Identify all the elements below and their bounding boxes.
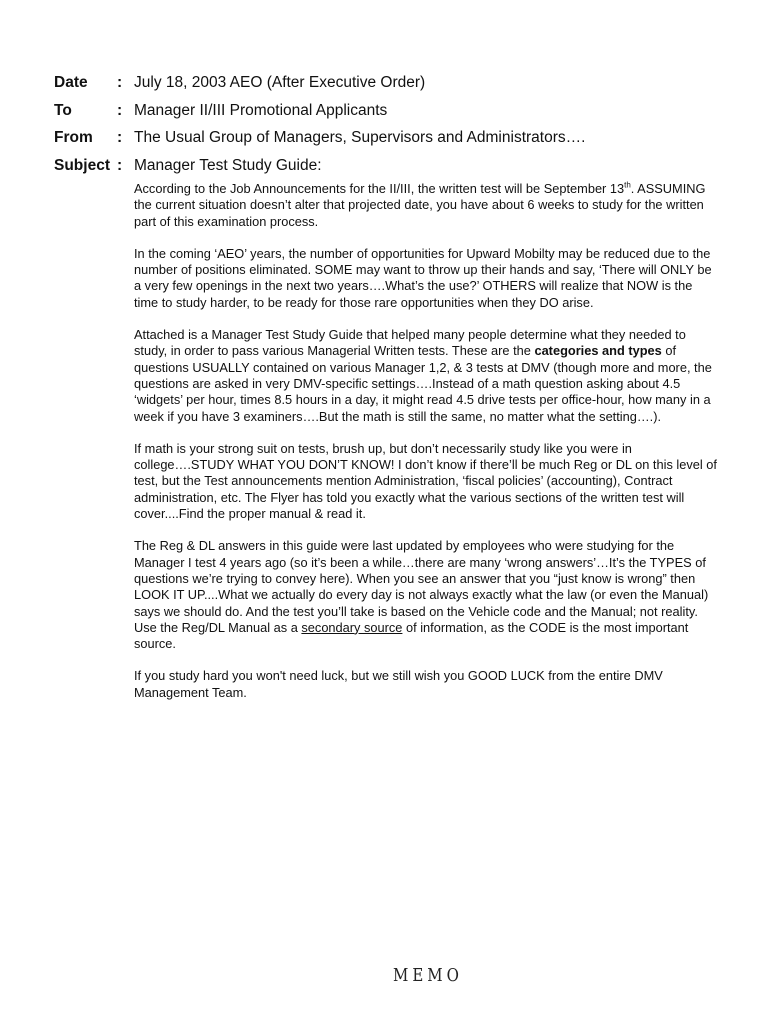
paragraph-3-bold: categories and types — [534, 343, 662, 359]
paragraph-5-text-b: of information, as the CODE is the most important source. — [134, 619, 689, 652]
date-value: July 18, 2003 AEO (After Executive Order) — [134, 74, 426, 91]
from-colon: : — [117, 129, 123, 146]
paragraph-1-text-a: According to the Job Announcements for the II/III, the written test will be September 13 — [134, 181, 625, 196]
paragraph-1 — [134, 181, 718, 230]
paragraph-6: If you study hard you won't need luck, but we still wish you GOOD LUCK from the entire DMV Management Team. — [134, 668, 663, 700]
paragraph-3-text-b: of questions USUALLY contained on various Manager 1,2, & 3 tests at DMV (though more and more, the questions are asked in very DMV-specific settings….Instead of a math question asking about 4.5 ‘widgets’ per hour, times 8.5 hours in a day, it might read 4.5 drive tests per office-hour, how many in a week if you have 3 examiners….But the math is still the same, no matter what the setting….). — [134, 343, 712, 424]
paragraph-5-underline: secondary source — [301, 619, 403, 635]
from-label: From — [54, 129, 93, 146]
to-label: To — [54, 102, 72, 119]
paragraph-3 — [134, 327, 718, 425]
paragraph-2: In the coming ‘AEO’ years, the number of opportunities for Upward Mobilty may be reduced due to the number of positions eliminated. SOME may want to throw up their hands and say, ‘There will ONLY be a very few openings in the next two years….What’s the use?’ OTHERS will realize that NOW is the time to study harder, to be ready for those rare opportunities when they DO arise. — [134, 245, 712, 310]
subject-label: Subject — [54, 157, 110, 174]
to-colon: : — [117, 102, 123, 119]
paragraph-4: If math is your strong suit on tests, brush up, but don’t necessarily study like you were in college….STUDY WHAT YOU DON’T KNOW! I don’t know if there’ll be much Reg or DL on this level of test, but the Test announcements mention Administration, ‘fiscal policies’ (accounting), Contract administration, etc. The Flyer has told you exactly what the various sections of the written test will cover....Find the proper manual & read it. — [134, 440, 717, 522]
memo-body — [134, 181, 718, 717]
date-label: Date — [54, 74, 88, 91]
paragraph-5 — [134, 538, 718, 652]
ordinal-suffix: th — [624, 180, 631, 190]
from-value: The Usual Group of Managers, Supervisors and Administrators…. — [134, 129, 586, 146]
paragraph-1-text-b: . ASSUMING the current situation doesn’t alter that projected date, you have about 6 weeks to study for the written part of this examination process. — [134, 181, 706, 229]
paragraph-3-text-a: Attached is a Manager Test Study Guide that helped many people determine what they needed to study, in order to pass various Managerial Written tests. These are the — [134, 327, 686, 359]
paragraph-5-text-a: The Reg & DL answers in this guide were last updated by employees who were studying for the Manager I test 4 years ago (so it’s been a while…there are many ‘wrong answers’…It’s the TYPES of questions we’re trying to convey here). When you see an answer that you “just know is wrong” then LOOK IT UP....What we actually do every day is not always exactly what the law (or even the Manual) says we should do. And the test you’ll take is based on the Vehicle code and the Manual; not reality. Use the Reg/DL Manual as a — [134, 538, 709, 635]
date-colon: : — [117, 74, 123, 91]
footer-memo-label: MEMO — [393, 964, 463, 986]
subject-colon: : — [117, 157, 123, 174]
subject-value: Manager Test Study Guide: — [134, 157, 322, 174]
to-value: Manager II/III Promotional Applicants — [134, 102, 388, 119]
